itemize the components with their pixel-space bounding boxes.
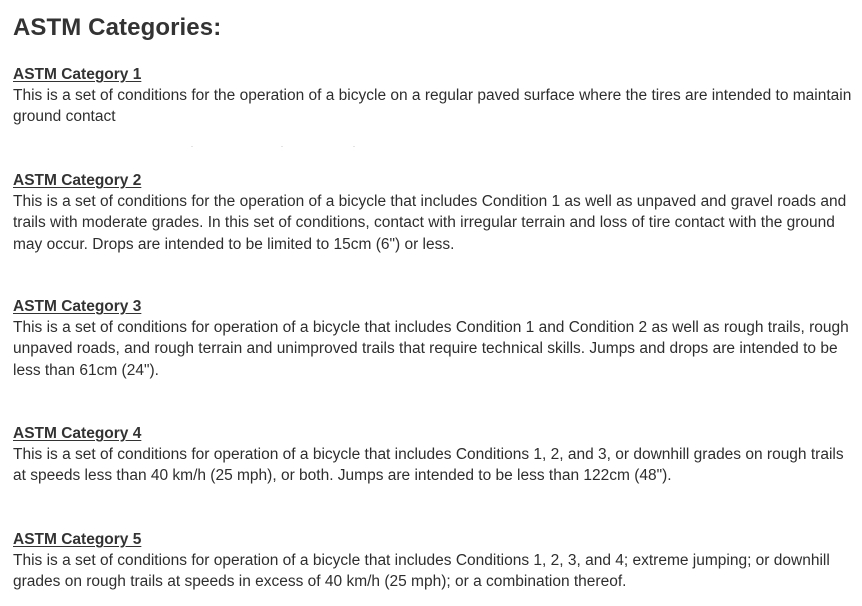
category-5-description: This is a set of conditions for operation of a bicycle that includes Conditions 1, 2, 3, and 4; extreme jumping; or downhill grades on rough trails at speeds in excess of 40 km/h (25 mph); or a combination thereof. xyxy=(13,552,830,591)
scan-artifact-dot xyxy=(191,146,193,147)
page-title: ASTM Categories: xyxy=(13,14,222,41)
category-3-heading: ASTM Category 3 xyxy=(13,298,142,315)
category-1-heading: ASTM Category 1 xyxy=(13,66,142,83)
scan-artifact-dot xyxy=(353,146,355,147)
category-3-section xyxy=(13,296,858,381)
category-2-description: This is a set of conditions for the operation of a bicycle that includes Condition 1 as well as unpaved and gravel roads and trails with moderate grades. In this set of conditions, contact with irregular terrain and loss of tire contact with the ground may occur. Drops are intended to be limited to 15cm (6") or less. xyxy=(13,193,847,253)
category-2-heading: ASTM Category 2 xyxy=(13,172,142,189)
category-4-heading: ASTM Category 4 xyxy=(13,425,142,442)
category-2-section xyxy=(13,170,858,255)
category-1-description: This is a set of conditions for the operation of a bicycle on a regular paved surface where the tires are intended to maintain ground contact xyxy=(13,87,852,126)
category-5-section xyxy=(13,529,858,593)
category-3-description: This is a set of conditions for operation of a bicycle that includes Condition 1 and Condition 2 as well as rough trails, rough unpaved roads, and rough terrain and unimproved trails that require technical skills. Jumps and drops are intended to be less than 61cm (24"). xyxy=(13,319,849,379)
category-1-section xyxy=(13,64,858,128)
category-4-description: This is a set of conditions for operation of a bicycle that includes Conditions 1, 2, and 3, or downhill grades on rough trails at speeds less than 40 km/h (25 mph), or both. Jumps are intended to be less than 122cm (48"). xyxy=(13,446,844,485)
category-4-section xyxy=(13,423,858,487)
category-5-heading: ASTM Category 5 xyxy=(13,531,142,548)
scan-artifact-dot xyxy=(281,146,283,147)
